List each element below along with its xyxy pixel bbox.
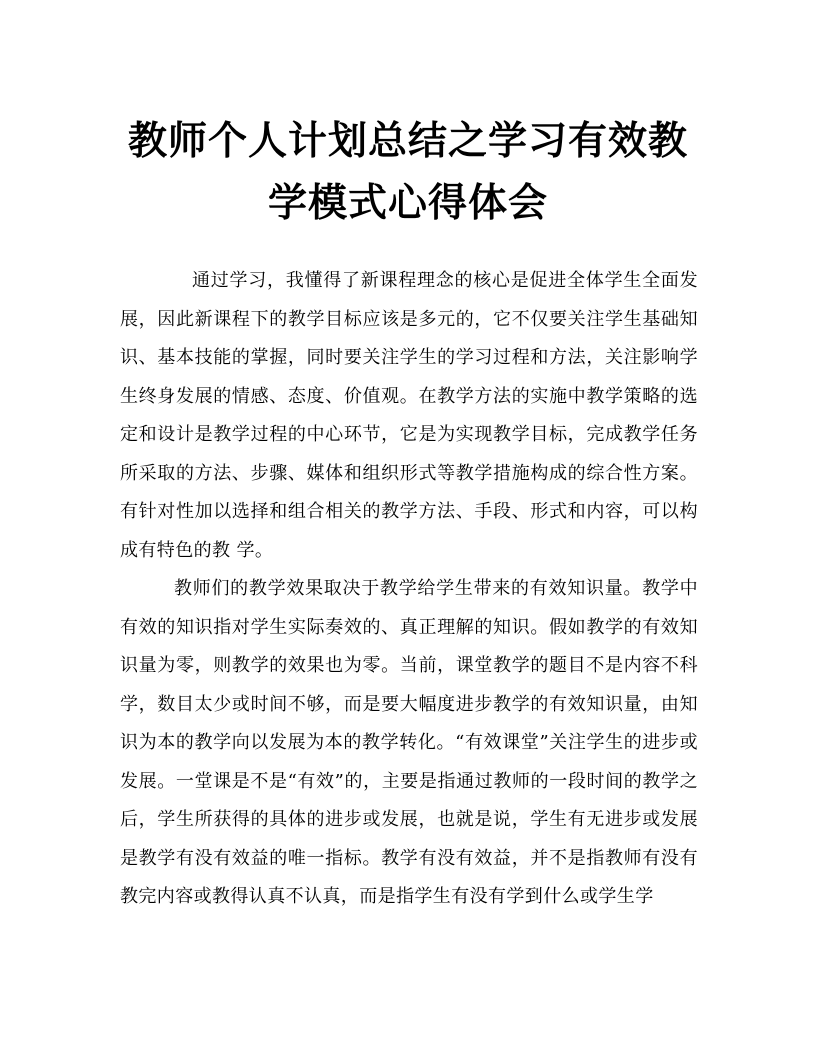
document-body xyxy=(120,262,698,917)
document-title: 教师个人计划总结之学习有效教学模式心得体会 xyxy=(127,118,688,226)
paragraph: 通过学习，我懂得了新课程理念的核心是促进全体学生全面发展，因此新课程下的教学目标应该是多元的，它不仅要关注学生基础知识、基本技能的掌握，同时要关注学生的学习过程和方法，关注影响学生终身发展的情感、态度、价值观。在教学方法的实施中教学策略的选定和设计是教学过程的中心环节，它是为实现教学目标，完成教学任务所采取的方法、步骤、媒体和组织形式等教学措施构成的综合性方案。有针对性加以选择和组合相关的教学方法、手段、形式和内容，可以构成有特色的教 学。 xyxy=(120,270,698,561)
paragraph: 教师们的教学效果取决于教学给学生带来的有效知识量。教学中有效的知识指对学生实际奏效的、真正理解的知识。假如教学的有效知识量为零，则教学的效果也为零。当前，课堂教学的题目不是内容不科学，数目太少或时间不够，而是要大幅度进步教学的有效知识量，由知识为本的教学向以发展为本的教学转化。“有效课堂”关注学生的进步或发展。一堂课是不是“有效”的，主要是指通过教师的一段时间的教学之后，学生所获得的具体的进步或发展，也就是说，学生有无进步或发展是教学有没有效益的唯一指标。教学有没有效益，并不是指教师有没有教完内容或教得认真不认真，而是指学生有没有学到什么或学生学 xyxy=(120,578,698,907)
